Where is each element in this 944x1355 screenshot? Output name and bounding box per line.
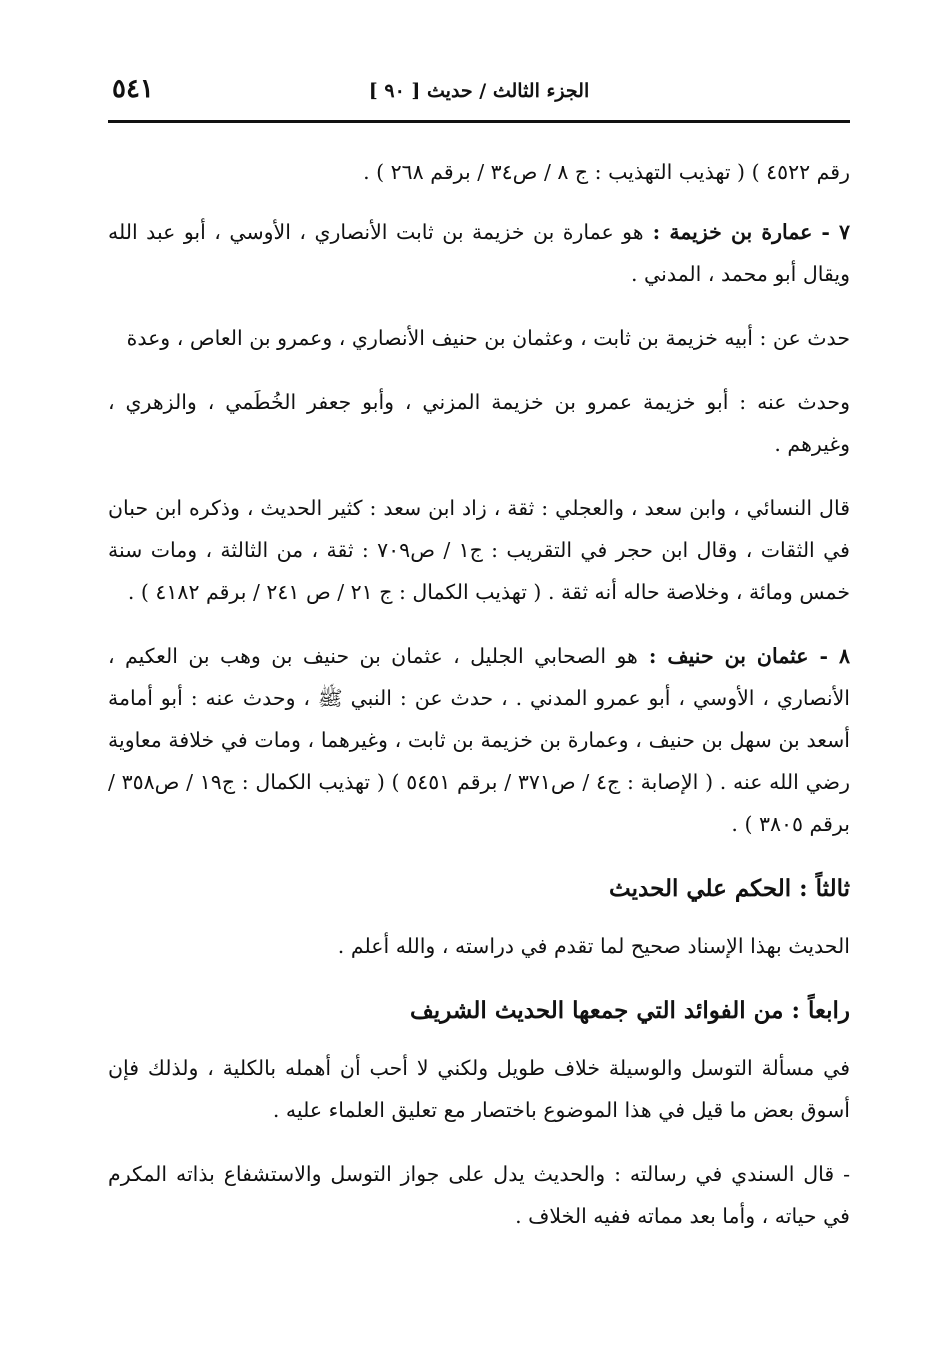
book-page xyxy=(108,68,850,1259)
paragraph-ruling xyxy=(108,925,850,967)
paragraph-continuation xyxy=(108,151,850,193)
paragraph-narrator-7 xyxy=(108,211,850,295)
narrator-heading: ٨ - عثمان بن حنيف : xyxy=(637,644,850,668)
paragraph-text: في مسألة التوسل والوسيلة خلاف طويل ولكني لا أحب أن أهمله بالكلية ، ولذلك فإن أسوق بعض ما قيل في هذا الموضوع باختصار مع تعليق العلماء عليه . xyxy=(108,1056,850,1122)
paragraph-text: - قال السندي في رسالته : والحديث يدل على جواز التوسل والاستشفاع بذاته المكرم في حياته ، وأما بعد مماته ففيه الخلاف . xyxy=(108,1162,850,1228)
section-heading-ruling: ثالثاً : الحكم علي الحديث xyxy=(609,875,850,902)
paragraph-text: الحديث بهذا الإسناد صحيح لما تقدم في دراسته ، والله أعلم . xyxy=(337,934,850,958)
page-number: ٥٤١ xyxy=(112,74,154,104)
paragraph-benefits-1 xyxy=(108,1047,850,1131)
paragraph-narrated-from xyxy=(108,317,850,359)
paragraph-text: هو عمارة بن خزيمة بن ثابت الأنصاري ، الأوسي ، أبو عبد الله ويقال أبو محمد ، المدني . xyxy=(108,220,850,286)
section-heading-benefits: رابعاً : من الفوائد التي جمعها الحديث الشريف xyxy=(410,997,850,1024)
paragraph-narrator-8 xyxy=(108,635,850,845)
page-header xyxy=(108,68,850,123)
paragraph-text: وحدث عنه : أبو خزيمة عمرو بن خزيمة المزني ، وأبو جعفر الخُطَمي ، والزهري ، وغيرهم . xyxy=(108,390,850,456)
paragraph-benefits-2 xyxy=(108,1153,850,1237)
paragraph-text: قال النسائي ، وابن سعد ، والعجلي : ثقة ، زاد ابن سعد : كثير الحديث ، وذكره ابن حبان في الثقات ، وقال ابن حجر في التقريب : ج١ / ص٧٠٩ : ثقة ، من الثالثة ، ومات سنة خمس ومائة ، وخلاصة حاله أنه ثقة . ( تهذيب الكمال : ج ٢١ / ص ٢٤١ / برقم ٤١٨٢ ) . xyxy=(108,496,850,604)
narrator-heading: ٧ - عمارة بن خزيمة : xyxy=(643,220,850,244)
page-body xyxy=(108,123,850,1237)
paragraph-text: رقم ٤٥٢٢ ) ( تهذيب التهذيب : ج ٨ / ص٣٤ / برقم ٢٦٨ ) . xyxy=(363,160,850,184)
running-head: الجزء الثالث / حديث [ ٩٠ ] xyxy=(368,80,590,102)
paragraph-narrated-by xyxy=(108,381,850,465)
paragraph-text: حدث عن : أبيه خزيمة بن ثابت ، وعثمان بن حنيف الأنصاري ، وعمرو بن العاص ، وعدة xyxy=(126,326,850,350)
paragraph-text: هو الصحابي الجليل ، عثمان بن حنيف بن وهب بن العكيم ، الأنصاري ، الأوسي ، أبو عمرو المدني . ، حدث عن : النبي ﷺ ، وحدث عنه : أبو أمامة أسعد بن سهل بن حنيف ، وعمارة بن خزيمة بن ثابت ، وغيرهما ، ومات في خلافة معاوية رضي الله عنه . ( الإصابة : ج٤ / ص٣٧١ / برقم ٥٤٥١ ) ( تهذيب الكمال : ج١٩ / ص٣٥٨ / برقم ٣٨٠٥ ) . xyxy=(108,644,850,836)
paragraph-grading xyxy=(108,487,850,613)
